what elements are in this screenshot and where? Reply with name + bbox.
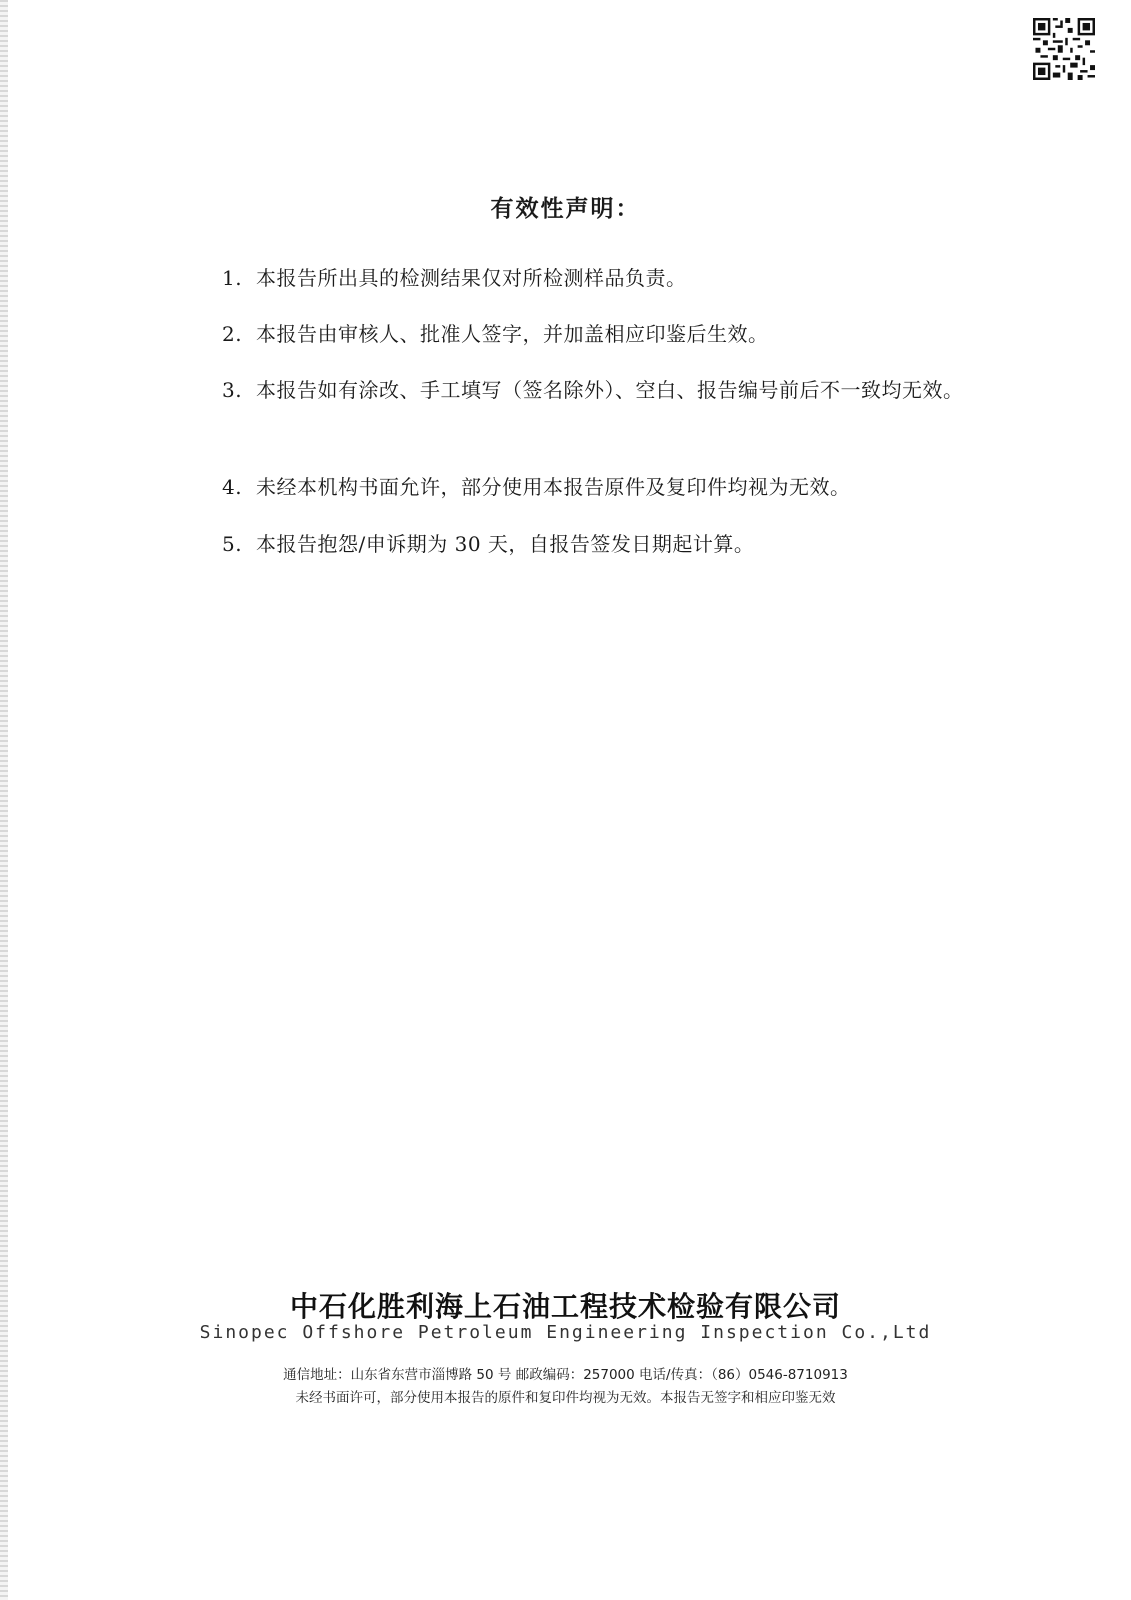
statement-text: 本报告抱怨/申诉期为 30 天，自报告签发日期起计算。	[256, 532, 755, 556]
statement-number: 3.	[222, 378, 243, 402]
statement-text: 未经本机构书面允许，部分使用本报告原件及复印件均视为无效。	[256, 475, 851, 499]
statement-item	[178, 370, 968, 411]
statement-number: 2.	[222, 322, 243, 346]
footer-contact: 通信地址：山东省东营市淄博路 50 号 邮政编码：257000 电话/传真：（86）0546-8710913	[283, 1367, 848, 1383]
footer-notice: 未经书面许可，部分使用本报告的原件和复印件均视为无效。本报告无签字和相应印鉴无效	[295, 1390, 836, 1406]
scan-edge	[0, 0, 8, 1600]
statement-item	[178, 524, 968, 565]
statement-item	[178, 258, 968, 299]
statement-number: 5.	[222, 532, 243, 556]
statement-item	[178, 467, 968, 508]
validity-statement-title: 有效性声明：	[490, 195, 641, 222]
statement-number: 4.	[222, 475, 243, 499]
statement-item	[178, 314, 968, 355]
statement-text: 本报告所出具的检测结果仅对所检测样品负责。	[256, 266, 687, 290]
qr-code-icon	[1033, 18, 1095, 80]
company-name-chinese: 中石化胜利海上石油工程技术检验有限公司	[289, 1290, 841, 1323]
company-name-english: Sinopec Offshore Petroleum Engineering Inspection Co.,Ltd	[199, 1322, 932, 1343]
statement-text: 本报告由审核人、批准人签字，并加盖相应印鉴后生效。	[256, 322, 769, 346]
statement-text: 本报告如有涂改、手工填写（签名除外）、空白、报告编号前后不一致均无效。	[256, 378, 964, 402]
statement-number: 1.	[222, 266, 243, 290]
